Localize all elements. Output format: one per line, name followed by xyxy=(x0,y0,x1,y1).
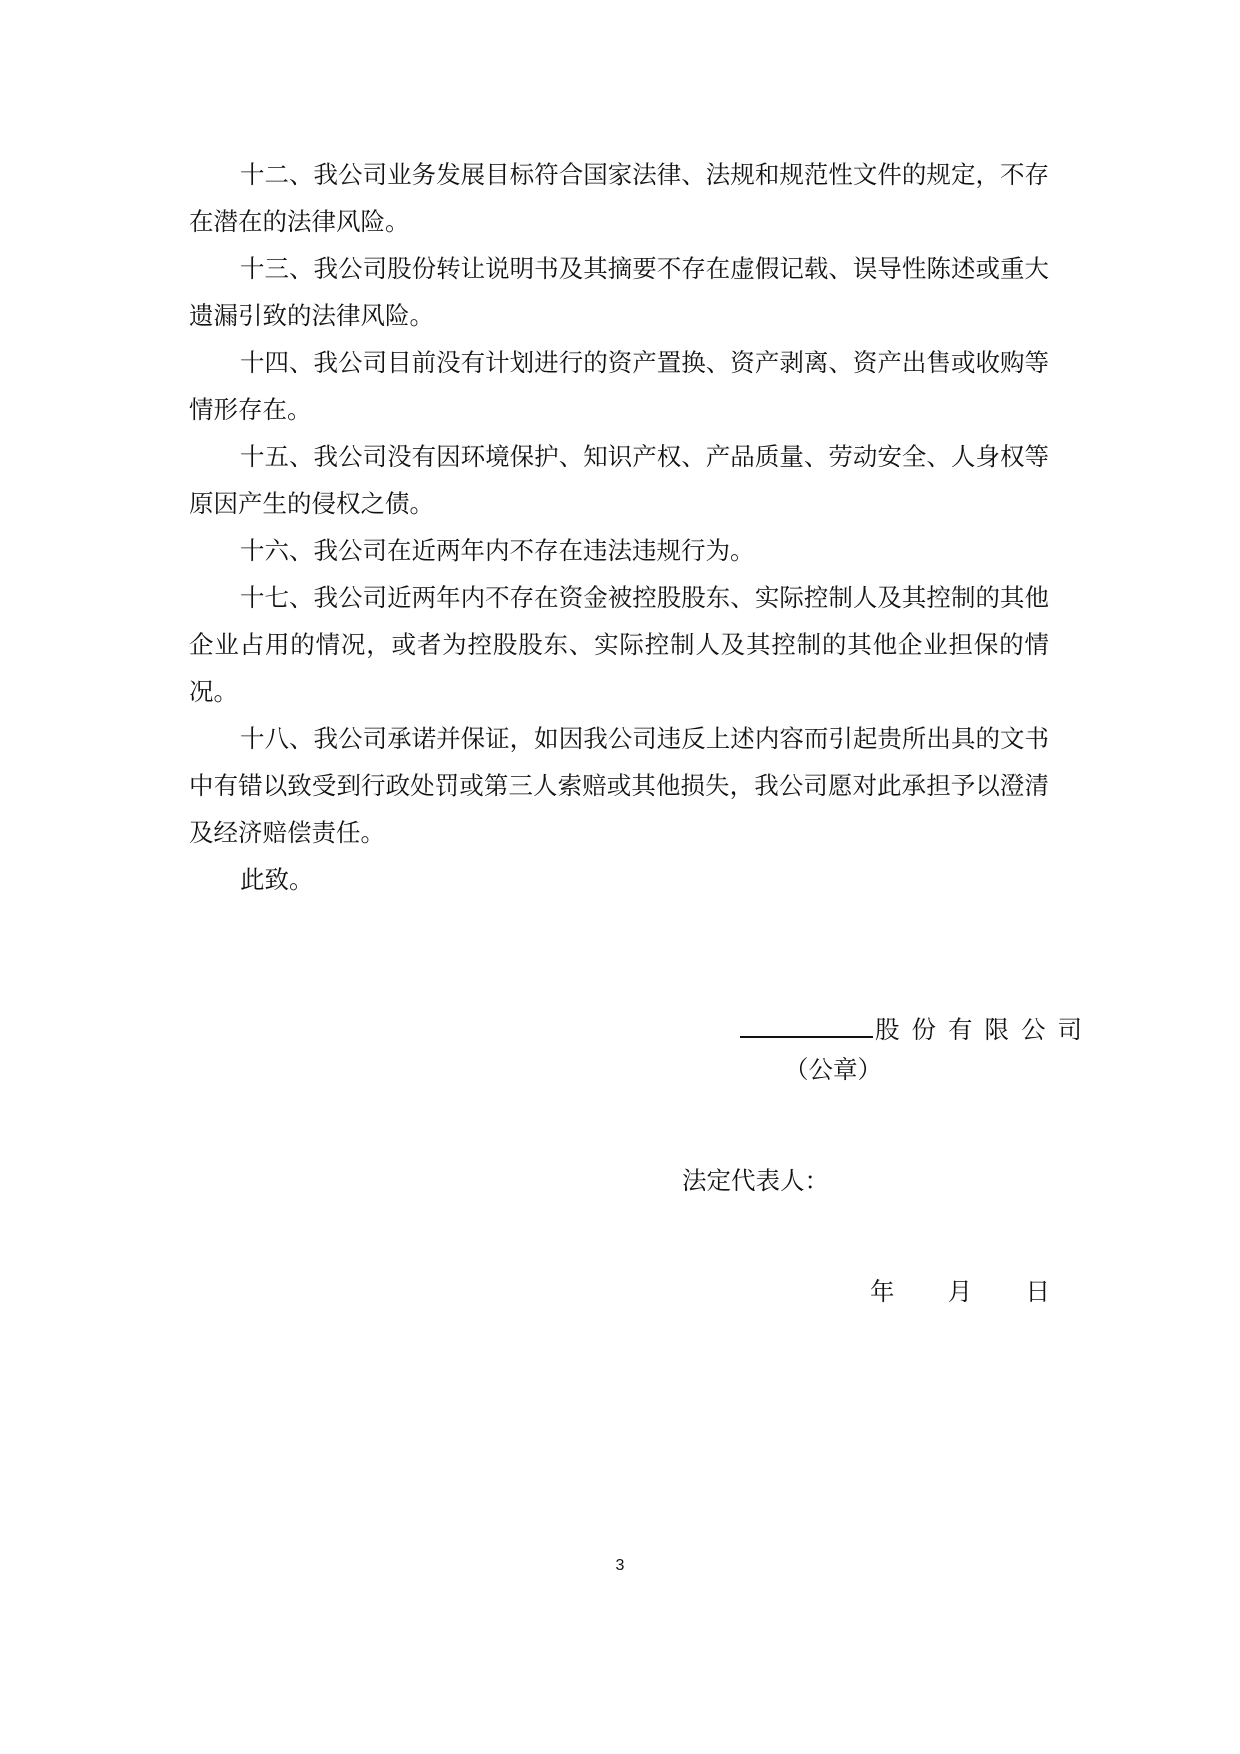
paragraph-18: 十八、我公司承诺并保证，如因我公司违反上述内容而引起贵所出具的文书中有错以致受到行政处罚或第三人索赔或其他损失，我公司愿对此承担予以澄清及经济赔偿责任。 xyxy=(189,724,1049,847)
paragraph-17: 十七、我公司近两年内不存在资金被控股股东、实际控制人及其控制的其他企业占用的情况，或者为控股股东、实际控制人及其控制的其他企业担保的情况。 xyxy=(189,583,1049,706)
signature-company-line xyxy=(740,1006,1094,1050)
company-suffix: 股份有限公司 xyxy=(875,1015,1094,1044)
paragraph-14: 十四、我公司目前没有计划进行的资产置换、资产剥离、资产出售或收购等情形存在。 xyxy=(189,348,1049,424)
date-day-label: 日 xyxy=(1025,1277,1050,1306)
date-year-label: 年 xyxy=(870,1277,895,1306)
document-body xyxy=(189,151,1049,903)
signature-date xyxy=(870,1272,1050,1312)
paragraph-16: 十六、我公司在近两年内不存在违法违规行为。 xyxy=(240,536,755,565)
company-seal-label: （公章） xyxy=(784,1055,882,1084)
page-number: 3 xyxy=(615,1557,625,1574)
paragraph-13: 十三、我公司股份转让说明书及其摘要不存在虚假记载、误导性陈述或重大遗漏引致的法律风险。 xyxy=(189,254,1049,330)
legal-representative-label: 法定代表人： xyxy=(682,1166,829,1195)
company-name-blank xyxy=(740,1006,873,1038)
closing-salutation: 此致。 xyxy=(240,865,314,894)
paragraph-15: 十五、我公司没有因环境保护、知识产权、产品质量、劳动安全、人身权等原因产生的侵权之债。 xyxy=(189,442,1049,518)
paragraph-12: 十二、我公司业务发展目标符合国家法律、法规和规范性文件的规定，不存在潜在的法律风险。 xyxy=(189,160,1049,236)
date-month-label: 月 xyxy=(947,1277,973,1306)
